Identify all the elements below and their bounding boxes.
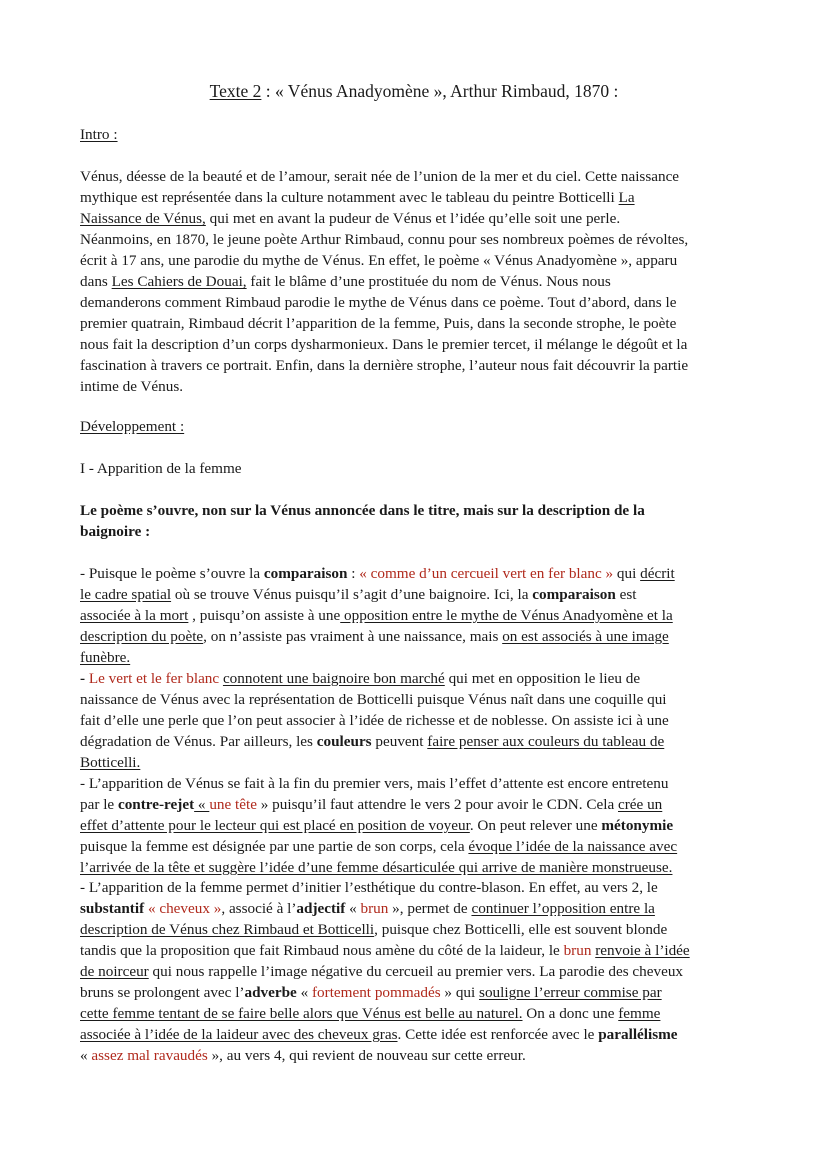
underlined-text: effet d’attente pour le lecteur qui est placé en position de voyeur — [80, 817, 470, 834]
paragraph-1 — [80, 563, 760, 668]
text-run: , associé à l’ — [221, 900, 297, 917]
text-run: . On peut relever une — [469, 817, 602, 834]
text-run: qui met en avant la pudeur de Vénus et l’idée qu’elle soit une perle. — [205, 210, 621, 227]
intro-line — [80, 187, 760, 208]
bold-line: baignoire : — [80, 523, 151, 540]
text-run: est — [615, 586, 637, 603]
p1-line — [80, 626, 760, 647]
p4-line: - L’apparition de la femme permet d’initier l’esthétique du contre-blason. En effet, au vers 2, le — [80, 879, 658, 896]
p1-line — [80, 647, 760, 668]
p4-line — [80, 982, 760, 1003]
keyword: contre-rejet — [117, 796, 195, 813]
p2-line: naissance de Vénus avec la représentation de Botticelli puisque Vénus naît dans une coquille qui — [80, 691, 667, 708]
text-run: qui — [613, 565, 641, 582]
quote: une tête — [209, 796, 257, 813]
underlined-text: connotent une baignoire bon marché — [222, 670, 445, 687]
p2-line: fait d’elle une perle que l’on peut associer à l’idée de richesse et de noblesse. On assiste ici à une — [80, 712, 669, 729]
section-1-heading: I - Apparition de la femme — [80, 460, 242, 477]
keyword: substantif — [80, 900, 145, 917]
intro-line: fascination à travers ce portrait. Enfin, dans la dernière strophe, l’auteur nous fait découvrir la partie — [80, 357, 689, 374]
underlined-text: description de Vénus chez Rimbaud et Botticelli — [80, 921, 375, 938]
development-heading: Développement : — [80, 418, 185, 435]
p3-line — [80, 815, 760, 836]
p4-line — [80, 940, 760, 961]
p1-line — [80, 584, 760, 605]
title-rest: : « Vénus Anadyomène », Arthur Rimbaud, 1870 : — [261, 81, 619, 101]
text-run: . Cette idée est renforcée avec le — [397, 1026, 599, 1043]
text-run: - — [80, 670, 89, 687]
p4-line — [80, 1045, 760, 1066]
text-run: dans — [80, 273, 112, 290]
keyword: métonymie — [601, 817, 674, 834]
text-run: tandis que la proposition que fait Rimbaud nous amène du côté de la laideur, le — [80, 942, 564, 959]
quote: assez mal ravaudés — [91, 1047, 208, 1064]
underlined-text: faire penser aux couleurs du tableau de — [427, 733, 665, 750]
text-run: « — [194, 796, 210, 813]
p2-line — [80, 668, 760, 689]
p4-line — [80, 919, 760, 940]
intro-line: nous fait la description d’un corps dysharmonieux. Dans le premier tercet, il mélange le dégoût et la — [80, 336, 688, 353]
text-run: , puisque chez Botticelli, elle est souvent blonde — [374, 921, 668, 938]
text-run: : — [347, 565, 360, 582]
p3-line — [80, 836, 760, 857]
work-title: La — [618, 189, 635, 206]
intro-line: intime de Vénus. — [80, 378, 184, 395]
intro-line — [80, 208, 760, 229]
p3-line: - L’apparition de Vénus se fait à la fin du premier vers, mais l’effet d’attente est encore entretenu — [80, 775, 669, 792]
intro-line: premier quatrain, Rimbaud décrit l’apparition de la femme, Puis, dans la seconde strophe, le poète — [80, 315, 677, 332]
text-run: fait le blâme d’une prostituée du nom de Vénus. Nous nous — [246, 273, 611, 290]
text-run: , on n’assiste pas vraiment à une naissance, mais — [203, 628, 503, 645]
text-run: dégradation de Vénus. Par ailleurs, les — [80, 733, 317, 750]
quote: Le vert et le fer blanc — [88, 670, 220, 687]
bold-intro — [80, 500, 760, 542]
work-title: Naissance de Vénus, — [80, 210, 206, 227]
underlined-text: opposition entre le mythe de Vénus Anadyomène et la — [340, 607, 673, 624]
text-run: par le — [80, 796, 118, 813]
text-run: mythique est représentée dans la culture notamment avec le tableau du peintre Botticelli — [80, 189, 619, 206]
underlined-text: continuer l’opposition entre la — [471, 900, 655, 917]
text-run: bruns se prolongent avec l’ — [80, 984, 245, 1001]
text-run: - Puisque le poème s’ouvre la — [80, 565, 264, 582]
intro-paragraph — [80, 166, 760, 397]
text-run: « — [345, 900, 361, 917]
underlined-text: associée à l’idée de la laideur avec des cheveux gras — [80, 1026, 398, 1043]
underlined-text: le cadre spatial — [80, 586, 172, 603]
p3-line — [80, 794, 760, 815]
p4-line — [80, 898, 760, 919]
paragraph-4 — [80, 877, 760, 1066]
keyword: adjectif — [296, 900, 346, 917]
text-run: » puisqu’il faut attendre le vers 2 pour avoir le CDN. Cela — [256, 796, 618, 813]
p4-line — [80, 1024, 760, 1045]
text-run: », au vers 4, qui revient de nouveau sur cette erreur. — [207, 1047, 526, 1064]
intro-line — [80, 271, 760, 292]
p4-line — [80, 961, 760, 982]
p4-line — [80, 1003, 760, 1024]
quote: brun — [360, 900, 389, 917]
text-run: « — [296, 984, 312, 1001]
underlined-text: femme — [618, 1005, 661, 1022]
p2-line — [80, 752, 760, 773]
text-run: qui met en opposition le lieu de — [444, 670, 641, 687]
underlined-text: associée à la mort — [80, 607, 189, 624]
intro-heading: Intro : — [80, 126, 118, 143]
p2-line — [80, 731, 760, 752]
paragraph-3 — [80, 773, 760, 878]
underlined-text: évoque l’idée de la naissance avec — [468, 838, 678, 855]
text-run: » qui — [440, 984, 480, 1001]
text-run: où se trouve Vénus puisqu’il s’agit d’une baignoire. Ici, la — [171, 586, 533, 603]
underlined-text: crée un — [618, 796, 663, 813]
quote: fortement pommadés — [311, 984, 441, 1001]
underlined-text: funèbre. — [80, 649, 131, 666]
text-run: puisque la femme est désignée par une partie de son corps, cela — [80, 838, 469, 855]
intro-line: Néanmoins, en 1870, le jeune poète Arthur Rimbaud, connu pour ses nombreux poèmes de révoltes, — [80, 231, 689, 248]
underlined-text: renvoie à l’idée — [595, 942, 690, 959]
p1-line — [80, 605, 760, 626]
text-run: , puisqu’on assiste à une — [188, 607, 341, 624]
keyword: comparaison — [263, 565, 348, 582]
intro-line: demanderons comment Rimbaud parodie le mythe de Vénus dans ce poème. Tout d’abord, dans le — [80, 294, 677, 311]
intro-line: écrit à 17 ans, une parodie du mythe de Vénus. En effet, le poème « Vénus Anadyomène », apparu — [80, 252, 678, 269]
underlined-text: de noirceur — [80, 963, 149, 980]
underlined-text: l’arrivée de la tête et suggère l’idée d’une femme désarticulée qui arrive de manière monstrueuse. — [80, 859, 673, 876]
underlined-text: décrit — [640, 565, 675, 582]
bold-line: Le poème s’ouvre, non sur la Vénus annoncée dans le titre, mais sur la description de la — [80, 502, 645, 519]
keyword: couleurs — [316, 733, 372, 750]
work-title: Les Cahiers de Douai, — [111, 273, 247, 290]
underlined-text: Botticelli. — [80, 754, 141, 771]
page-title — [0, 80, 828, 102]
underlined-text: description du poète — [80, 628, 204, 645]
keyword: comparaison — [532, 586, 616, 603]
title-label: Texte 2 — [209, 81, 262, 101]
underlined-text: souligne l’erreur commise par — [479, 984, 662, 1001]
intro-line: Vénus, déesse de la beauté et de l’amour, serait née de l’union de la mer et du ciel. Cette naissance — [80, 168, 680, 185]
text-run: On a donc une — [522, 1005, 619, 1022]
underlined-text: on est associés à une image — [502, 628, 669, 645]
keyword: adverbe — [244, 984, 297, 1001]
text-run: peuvent — [371, 733, 428, 750]
quote: brun — [563, 942, 592, 959]
underlined-text: cette femme tentant de se faire belle alors que Vénus est belle au naturel. — [80, 1005, 523, 1022]
keyword: parallélisme — [598, 1026, 678, 1043]
text-run: « — [80, 1047, 92, 1064]
quote: « comme d’un cercueil vert en fer blanc » — [359, 565, 614, 582]
text-run: qui nous rappelle l’image négative du cercueil au premier vers. La parodie des cheveux — [148, 963, 684, 980]
text-run: », permet de — [388, 900, 472, 917]
p3-line — [80, 857, 760, 878]
p1-line — [80, 563, 760, 584]
paragraph-2 — [80, 668, 760, 773]
quote: « cheveux » — [147, 900, 222, 917]
